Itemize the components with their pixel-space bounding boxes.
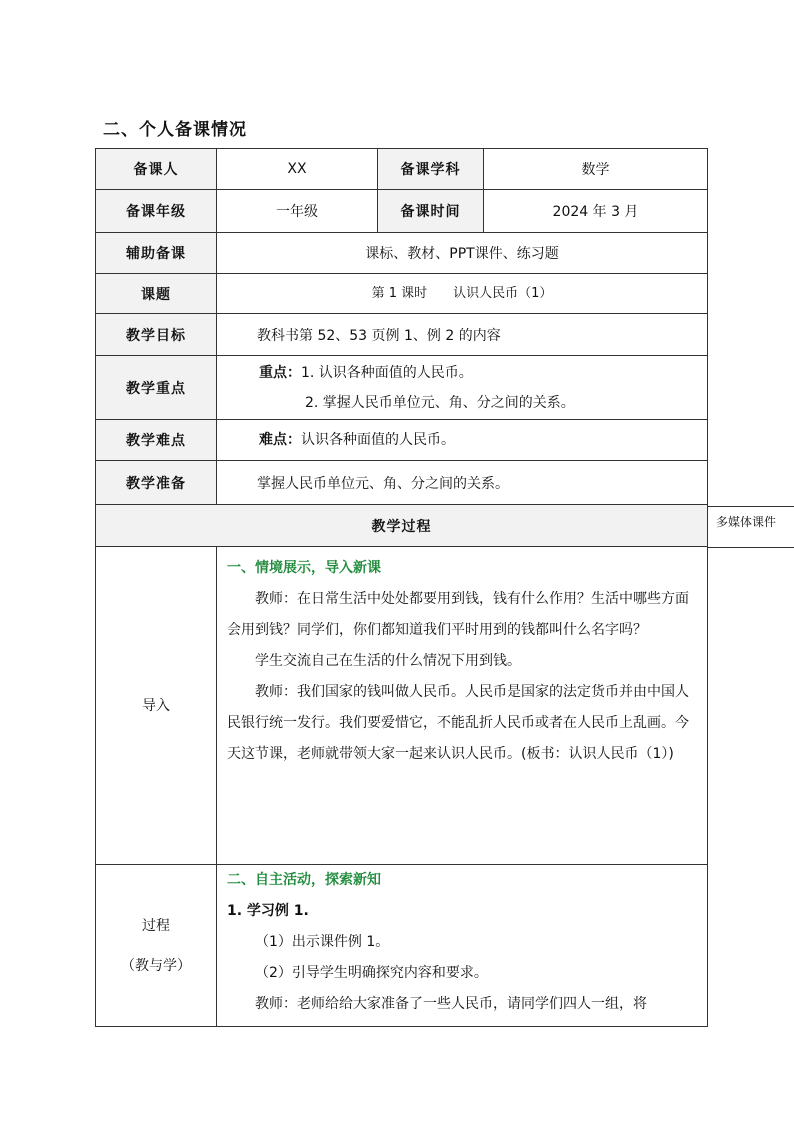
process-stage-label	[96, 865, 217, 1027]
preparer-value: XX	[217, 149, 378, 190]
grade-value: 一年级	[217, 190, 378, 233]
process-header: 教学过程	[96, 505, 708, 547]
time-value: 2024 年 3 月	[484, 190, 708, 233]
grade-label: 备课年级	[96, 190, 217, 233]
row-difficulty	[96, 420, 708, 461]
difficulty-value	[217, 420, 708, 461]
intro-paragraph-1: 教师：在日常生活中处处都要用到钱，钱有什么作用？生活中哪些方面会用到钱？同学们，你们都知道我们平时用到的钱都叫什么名字吗？	[227, 591, 689, 638]
goal-value: 教科书第 52、53 页例 1、例 2 的内容	[217, 314, 708, 356]
intro-content	[217, 547, 708, 865]
intro-stage-label: 导入	[96, 547, 217, 865]
row-intro	[96, 547, 708, 865]
process-paragraph-1: 教师：老师给给大家准备了一些人民币，请同学们四人一组，将	[255, 996, 647, 1012]
process-stage-subtitle: （教与学）	[121, 957, 191, 974]
key-line2: 2. 掌握人民币单位元、角、分之间的关系。	[305, 394, 575, 411]
row-topic	[96, 274, 708, 314]
row-preparation	[96, 461, 708, 505]
intro-heading: 一、情境展示，导入新课	[227, 560, 381, 576]
aux-label: 辅助备课	[96, 233, 217, 274]
intro-paragraph-2: 学生交流自己在生活的什么情况下用到钱。	[255, 653, 521, 669]
topic-value: 第 1 课时 认识人民币（1）	[217, 274, 708, 314]
process-heading: 二、自主活动，探索新知	[227, 872, 381, 888]
subject-label: 备课学科	[378, 149, 484, 190]
row-key	[96, 356, 708, 420]
row-process	[96, 865, 708, 1027]
multimedia-side-note: 多媒体课件	[707, 506, 794, 548]
process-step-2: （2）引导学生明确探究内容和要求。	[255, 965, 488, 981]
topic-label: 课题	[96, 274, 217, 314]
row-process-header	[96, 505, 708, 547]
lesson-plan-table	[95, 148, 708, 1027]
row-preparer	[96, 149, 708, 190]
process-content	[217, 865, 708, 1027]
aux-value: 课标、教材、PPT课件、练习题	[217, 233, 708, 274]
row-goal	[96, 314, 708, 356]
difficulty-text: 认识各种面值的人民币。	[301, 432, 455, 448]
difficulty-prefix: 难点：	[259, 432, 301, 448]
goal-label: 教学目标	[96, 314, 217, 356]
key-line1: 1. 认识各种面值的人民币。	[301, 364, 473, 381]
process-step-1: （1）出示课件例 1。	[255, 934, 390, 950]
section-title: 二、个人备课情况	[103, 120, 247, 140]
process-subheading: 1. 学习例 1.	[227, 903, 309, 919]
key-label: 教学重点	[96, 356, 217, 420]
time-label: 备课时间	[378, 190, 484, 233]
preparation-label: 教学准备	[96, 461, 217, 505]
key-prefix: 重点：	[259, 364, 301, 381]
preparer-label: 备课人	[96, 149, 217, 190]
intro-paragraph-3: 教师：我们国家的钱叫做人民币。人民币是国家的法定货币并由中国人民银行统一发行。我们要爱惜它，不能乱折人民币或者在人民币上乱画。今天这节课，老师就带领大家一起来认识人民币。(板书：认识人民币（1）)	[227, 684, 689, 762]
difficulty-label: 教学难点	[96, 420, 217, 461]
row-grade	[96, 190, 708, 233]
preparation-value: 掌握人民币单位元、角、分之间的关系。	[217, 461, 708, 505]
row-aux	[96, 233, 708, 274]
process-stage-title: 过程	[142, 917, 170, 934]
subject-value: 数学	[484, 149, 708, 190]
key-value	[217, 356, 708, 420]
